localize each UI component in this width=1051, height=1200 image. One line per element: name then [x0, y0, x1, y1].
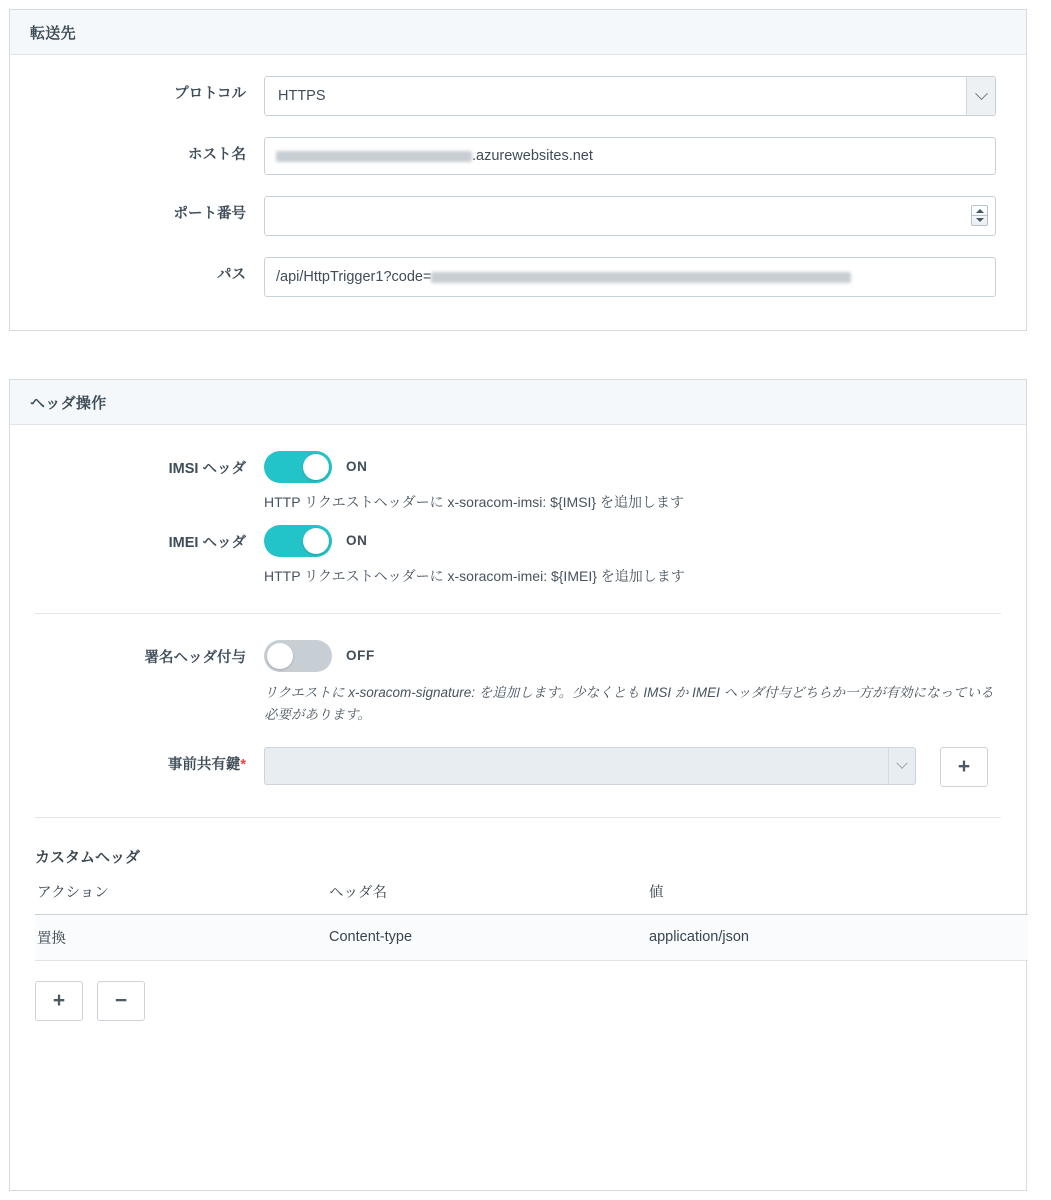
host-row	[10, 137, 1026, 175]
destination-panel-title: 転送先	[30, 24, 76, 42]
path-row	[10, 257, 1026, 297]
protocol-label: プロトコル	[174, 86, 246, 102]
host-field	[264, 137, 996, 175]
signature-toggle-row	[264, 640, 1000, 672]
host-label: ホスト名	[188, 147, 246, 163]
header-operations-panel-header	[10, 380, 1026, 425]
column-header-name: ヘッダ名	[329, 881, 649, 915]
header-operations-panel-title: ヘッダ操作	[30, 394, 107, 412]
signature-label: 署名ヘッダ付与	[144, 650, 246, 666]
destination-panel	[9, 9, 1027, 331]
divider-1	[35, 613, 1001, 614]
cell-header-value[interactable]: application/json	[649, 914, 1028, 960]
imsi-toggle[interactable]	[264, 451, 332, 483]
signature-row	[10, 640, 1026, 727]
table-header-row	[35, 881, 1028, 915]
psk-label	[10, 747, 264, 783]
protocol-dropdown-button[interactable]	[966, 77, 995, 115]
imei-row	[10, 525, 1026, 587]
imei-toggle-knob	[303, 528, 329, 554]
header-operations-panel-body	[10, 451, 1026, 1021]
custom-headers-table-head	[35, 881, 1028, 915]
custom-headers-actions	[35, 981, 1026, 1021]
port-field	[264, 196, 996, 236]
imei-field	[264, 525, 685, 587]
protocol-select[interactable]	[264, 76, 996, 116]
destination-panel-header	[10, 10, 1026, 55]
signature-toggle-knob	[267, 643, 293, 669]
column-header-action: アクション	[35, 881, 329, 915]
custom-headers-section	[10, 846, 1026, 1021]
custom-headers-title: カスタムヘッダ	[35, 848, 141, 866]
path-input[interactable]	[264, 257, 996, 297]
imei-helper-text: HTTP リクエストヘッダーに x-soracom-imei: ${IMEI} を追加します	[264, 568, 685, 584]
psk-dropdown-button[interactable]	[888, 748, 915, 784]
chevron-down-icon	[896, 757, 907, 768]
divider-2	[35, 817, 1001, 818]
chevron-down-icon	[975, 87, 988, 100]
redacted-host-prefix	[276, 151, 472, 162]
psk-field	[264, 747, 988, 787]
psk-row	[10, 747, 1026, 787]
path-field	[264, 257, 996, 297]
signature-field	[264, 640, 1000, 727]
host-suffix: .azurewebsites.net	[472, 148, 593, 164]
imei-toggle-row	[264, 525, 685, 557]
imei-toggle-state: ON	[346, 533, 368, 548]
custom-headers-table	[35, 881, 1028, 961]
custom-headers-table-body	[35, 914, 1028, 960]
signature-helper-text: リクエストに x-soracom-signature: を追加します。少なくとも IMSI か IMEI ヘッダ付与どちらか一方が有効になっている必要があります。	[264, 685, 994, 723]
imei-label: IMEI ヘッダ	[168, 535, 246, 551]
psk-required-mark: *	[240, 756, 246, 773]
destination-panel-body	[10, 76, 1026, 297]
path-label: パス	[217, 267, 246, 283]
table-row[interactable]	[35, 914, 1028, 960]
custom-header-remove-button[interactable]: −	[97, 981, 145, 1021]
psk-select[interactable]	[264, 747, 916, 785]
header-operations-panel	[9, 379, 1027, 1191]
imsi-toggle-state: ON	[346, 459, 368, 474]
imsi-helper-text: HTTP リクエストヘッダーに x-soracom-imsi: ${IMSI} を追加します	[264, 494, 684, 510]
host-input[interactable]	[264, 137, 996, 175]
imsi-label: IMSI ヘッダ	[168, 461, 246, 477]
port-stepper-divider	[971, 215, 988, 216]
redacted-path-code	[431, 272, 851, 283]
psk-label-text: 事前共有鍵	[167, 756, 241, 773]
port-row	[10, 196, 1026, 236]
psk-add-button[interactable]: +	[940, 747, 988, 787]
protocol-row	[10, 76, 1026, 116]
port-input[interactable]	[264, 196, 996, 236]
protocol-select-value[interactable]: HTTPS	[264, 76, 996, 116]
cell-action[interactable]: 置換	[35, 914, 329, 960]
imei-toggle[interactable]	[264, 525, 332, 557]
port-label: ポート番号	[173, 206, 246, 222]
signature-toggle-state: OFF	[346, 648, 375, 663]
imsi-toggle-row	[264, 451, 684, 483]
signature-toggle[interactable]	[264, 640, 332, 672]
imsi-toggle-knob	[303, 454, 329, 480]
custom-header-add-button[interactable]: +	[35, 981, 83, 1021]
column-header-value: 値	[649, 881, 1028, 915]
cell-header-name[interactable]: Content-type	[329, 914, 649, 960]
path-prefix: /api/HttpTrigger1?code=	[276, 269, 432, 285]
protocol-field	[264, 76, 996, 116]
imsi-field	[264, 451, 684, 513]
imsi-row	[10, 451, 1026, 513]
